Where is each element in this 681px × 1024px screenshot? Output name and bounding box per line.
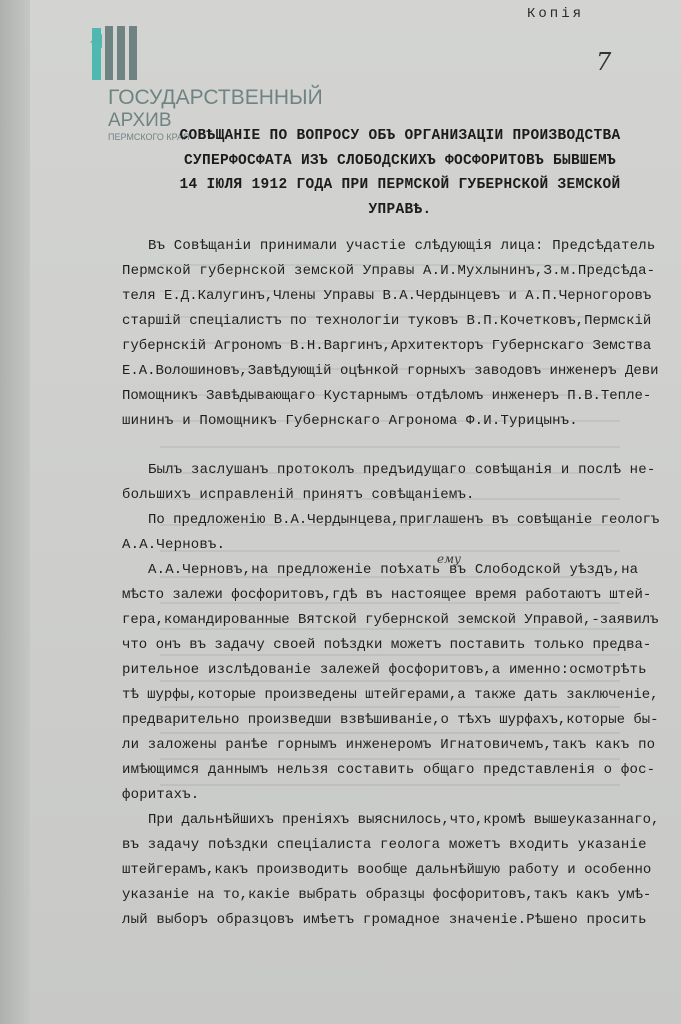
body-line: большихъ исправленій принятъ совѣщаніемъ.: [122, 487, 475, 503]
body-line: губернскій Агрономъ В.Н.Варгинъ,Архитекторъ Губернскаго Земства: [122, 338, 652, 354]
body-line: въ задачу поѣздки спеціалиста геолога можетъ входить указаніе: [122, 837, 647, 853]
page-number: 7: [596, 48, 612, 76]
body-line: А.А.Черновъ.: [122, 537, 226, 553]
body-line: А.А.Черновъ,на предложеніе поѣхать въ Слободской уѣздъ,на: [148, 562, 639, 578]
document-title: [150, 124, 650, 222]
body-line: При дальнѣйшихъ преніяхъ выяснилось,что,кромѣ вышеуказаннаго,: [148, 812, 660, 828]
copy-mark: Копія: [527, 6, 585, 22]
body-line: лый выборъ образцовъ имѣетъ громадное значеніе.Рѣшено просить: [122, 912, 647, 928]
body-line: штейгерамъ,какъ производить вообще дальнѣйшую работу и особенно: [122, 862, 652, 878]
body-line: Въ Совѣщаніи принимали участіе слѣдующія лица: Предсѣдатель: [148, 238, 656, 254]
body-line: Былъ заслушанъ протоколъ предъидущаго совѣщанія и послѣ не-: [148, 462, 656, 478]
body-line: указаніе на то,какіе выбрать образцы фосфоритовъ,такъ какъ умѣ-: [122, 887, 652, 903]
body-line: ли заложены ранѣе горнымъ инженеромъ Игнатовичемъ,такъ какъ по: [122, 737, 656, 753]
body-line: имѣющимся даннымъ нельзя составить общаго представленія о фос-: [122, 762, 656, 778]
archive-logo-icon: [88, 22, 148, 84]
body-line: старшій спеціалистъ по технологіи туковъ В.П.Кочетковъ,Пермскій: [122, 313, 652, 329]
body-line: Пермской губернской земской Управы А.И.Мухлынинъ,З.м.Предсѣда-: [122, 263, 656, 279]
body-line: шининъ и Помощникъ Губернскаго Агронома Ф.И.Турицынъ.: [122, 413, 578, 429]
body-line: мѣсто залежи фосфоритовъ,гдѣ въ настоящее время работаютъ штей-: [122, 587, 652, 603]
body-line: По предложенію В.А.Чердынцева,приглашенъ въ совѣщаніе геологъ: [148, 512, 660, 528]
title-line: УПРАВѢ.: [368, 201, 432, 218]
title-line: 14 ІЮЛЯ 1912 ГОДА ПРИ ПЕРМСКОЙ ГУБЕРНСКОЙ ЗЕМСКОЙ: [179, 177, 621, 193]
body-line: предварительно произведши взвѣшиваніе,о тѣхъ шурфахъ,которые бы-: [122, 712, 659, 728]
body-line: Помощникъ Завѣдывающаго Кустарнымъ отдѣломъ инженеръ П.В.Тепле-: [122, 388, 652, 404]
body-line: Е.А.Волошиновъ,Завѣдующій оцѣнкой горныхъ заводовъ инженеръ Деви: [122, 363, 659, 379]
body-line: тѣ шурфы,которые произведены штейгерами,а также дать заключеніе,: [122, 687, 659, 703]
page-edge-shadow: [0, 0, 30, 1024]
title-line: СУПЕРФОСФАТА ИЗЪ СЛОБОДСКИХЪ ФОСФОРИТОВЪ БЫВШЕМЪ: [183, 152, 617, 169]
body-line: теля Е.Д.Калугинъ,Члены Управы В.А.Чердынцевъ и А.П.Черногоровъ: [122, 288, 652, 304]
body-line: что онъ въ задачу своей поѣздки можетъ поставить только предва-: [122, 637, 652, 653]
logo-text-line1: ГОСУДАРСТВЕННЫЙ: [108, 86, 323, 109]
body-line: гера,командированные Вятской губернской земской Управой,-заявилъ: [122, 612, 659, 628]
logo-text-line2: АРХИВ: [108, 110, 172, 131]
handwritten-insert: ему: [437, 552, 462, 566]
body-line: форитахъ.: [122, 787, 200, 803]
logo-text-line3: ПЕРМСКОГО КРАЯ: [108, 132, 190, 142]
title-line: СОВѢЩАНІЕ ПО ВОПРОСУ ОБЪ ОРГАНИЗАЦІИ ПРОИЗВОДСТВА: [179, 128, 621, 144]
body-line: рительное изслѣдованіе залежей фосфоритовъ,а именно:осмотрѣть: [122, 662, 647, 678]
